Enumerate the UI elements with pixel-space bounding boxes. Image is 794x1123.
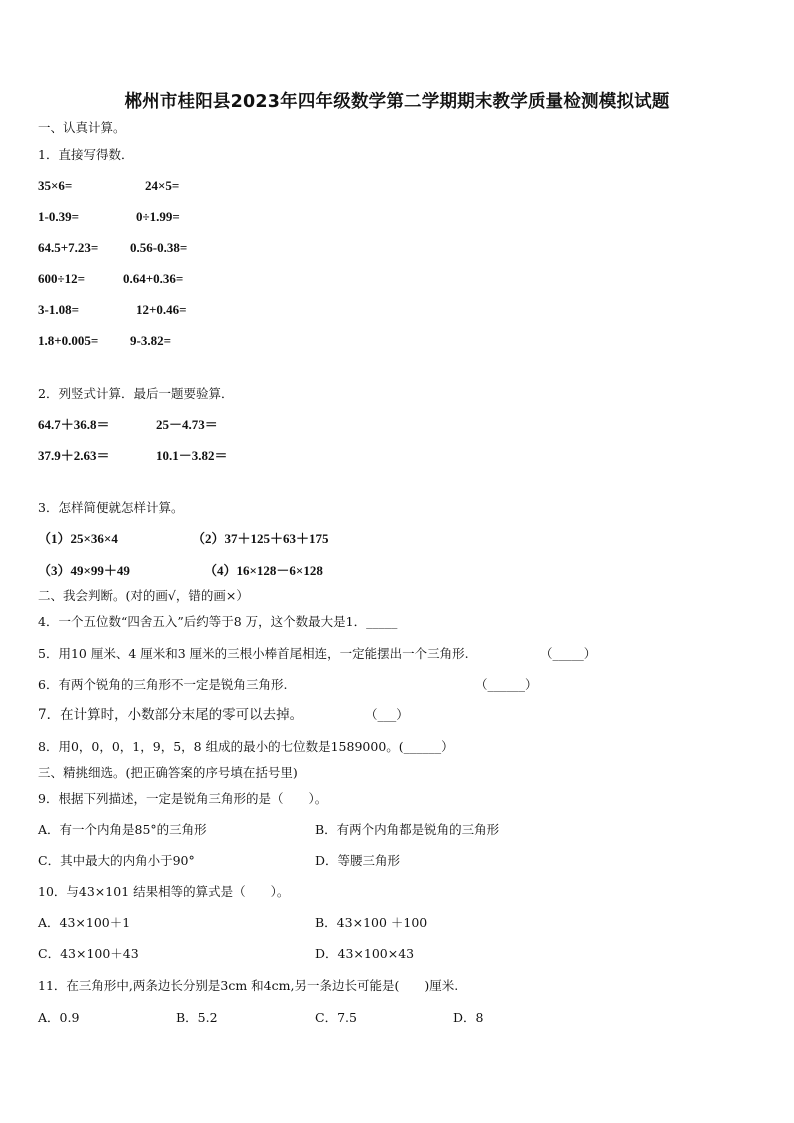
q10-option-c[interactable]: C．43×100＋43 [38,946,139,961]
q11-option-c[interactable]: C．7.5 [315,1010,357,1025]
q10-option-a[interactable]: A．43×100＋1 [38,915,131,930]
section-3-heading: 三、精挑细选。(把正确答案的序号填在括号里) [38,765,298,780]
q1-item: 1.8+0.005= [38,333,99,348]
question-11-text: 11．在三角形中,两条边长分别是3cm 和4cm,另一条边长可能是( )厘米. [38,978,459,993]
q3-item: （1）25×36×4 [38,531,118,546]
question-5-answer-blank[interactable]: （_____） [540,646,597,661]
question-7-answer-blank[interactable]: （___） [365,707,409,722]
q2-item: 10.1－3.82＝ [156,448,228,463]
q1-item: 9-3.82= [130,333,171,348]
q11-option-d[interactable]: D．8 [453,1010,484,1025]
q1-item: 12+0.46= [136,302,187,317]
q2-item: 37.9＋2.63＝ [38,448,110,463]
q1-item: 64.5+7.23= [38,240,99,255]
question-8-text: 8．用0，0，0，1，9，5，8 组成的最小的七位数是1589000。(______） [38,739,454,754]
q2-item: 64.7＋36.8＝ [38,417,110,432]
q1-item: 3-1.08= [38,302,79,317]
q1-item: 1-0.39= [38,209,79,224]
question-6-text: 6．有两个锐角的三角形不一定是锐角三角形. [38,677,288,692]
question-1-text: 1．直接写得数． [38,147,134,162]
question-5-text: 5．用10 厘米、4 厘米和3 厘米的三根小棒首尾相连，一定能摆出一个三角形. [38,646,469,661]
q10-option-b[interactable]: B．43×100 ＋100 [315,915,428,930]
q1-item: 35×6= [38,178,73,193]
question-4-text: 4．一个五位数“四舍五入”后约等于8 万，这个数最大是1．_____ [38,614,398,629]
question-7-text: 7．在计算时，小数部分末尾的零可以去掉。 [38,707,304,723]
q1-item: 0.56-0.38= [130,240,188,255]
section-1-heading: 一、认真计算。 [38,120,126,135]
q2-item: 25－4.73＝ [156,417,218,432]
q3-item: （2）37＋125＋63＋175 [192,531,329,546]
q11-option-b[interactable]: B．5.2 [176,1010,218,1025]
q1-item: 24×5= [145,178,180,193]
q1-item: 0÷1.99= [136,209,180,224]
page-title: 郴州市桂阳县2023年四年级数学第二学期期末教学质量检测模拟试题 [124,92,670,112]
question-3-text: 3．怎样简便就怎样计算。 [38,500,184,515]
question-10-text: 10．与43×101 结果相等的算式是（ ）。 [38,884,290,899]
section-2-heading: 二、我会判断。(对的画√，错的画×） [38,588,249,603]
q3-item: （3）49×99＋49 [38,563,130,578]
q11-option-a[interactable]: A．0.9 [38,1010,80,1025]
question-6-answer-blank[interactable]: （______） [475,677,538,692]
q3-item: （4）16×128－6×128 [204,563,323,578]
q1-item: 0.64+0.36= [123,271,184,286]
q1-item: 600÷12= [38,271,86,286]
q10-option-d[interactable]: D．43×100×43 [315,946,415,961]
q9-option-c[interactable]: C．其中最大的内角小于90° [38,853,195,868]
q9-option-d[interactable]: D．等腰三角形 [315,853,401,868]
question-9-text: 9．根据下列描述，一定是锐角三角形的是（ ）。 [38,791,328,806]
question-2-text: 2．列竖式计算．最后一题要验算． [38,386,234,401]
q9-option-a[interactable]: A．有一个内角是85°的三角形 [38,822,207,837]
q9-option-b[interactable]: B．有两个内角都是锐角的三角形 [315,822,500,837]
